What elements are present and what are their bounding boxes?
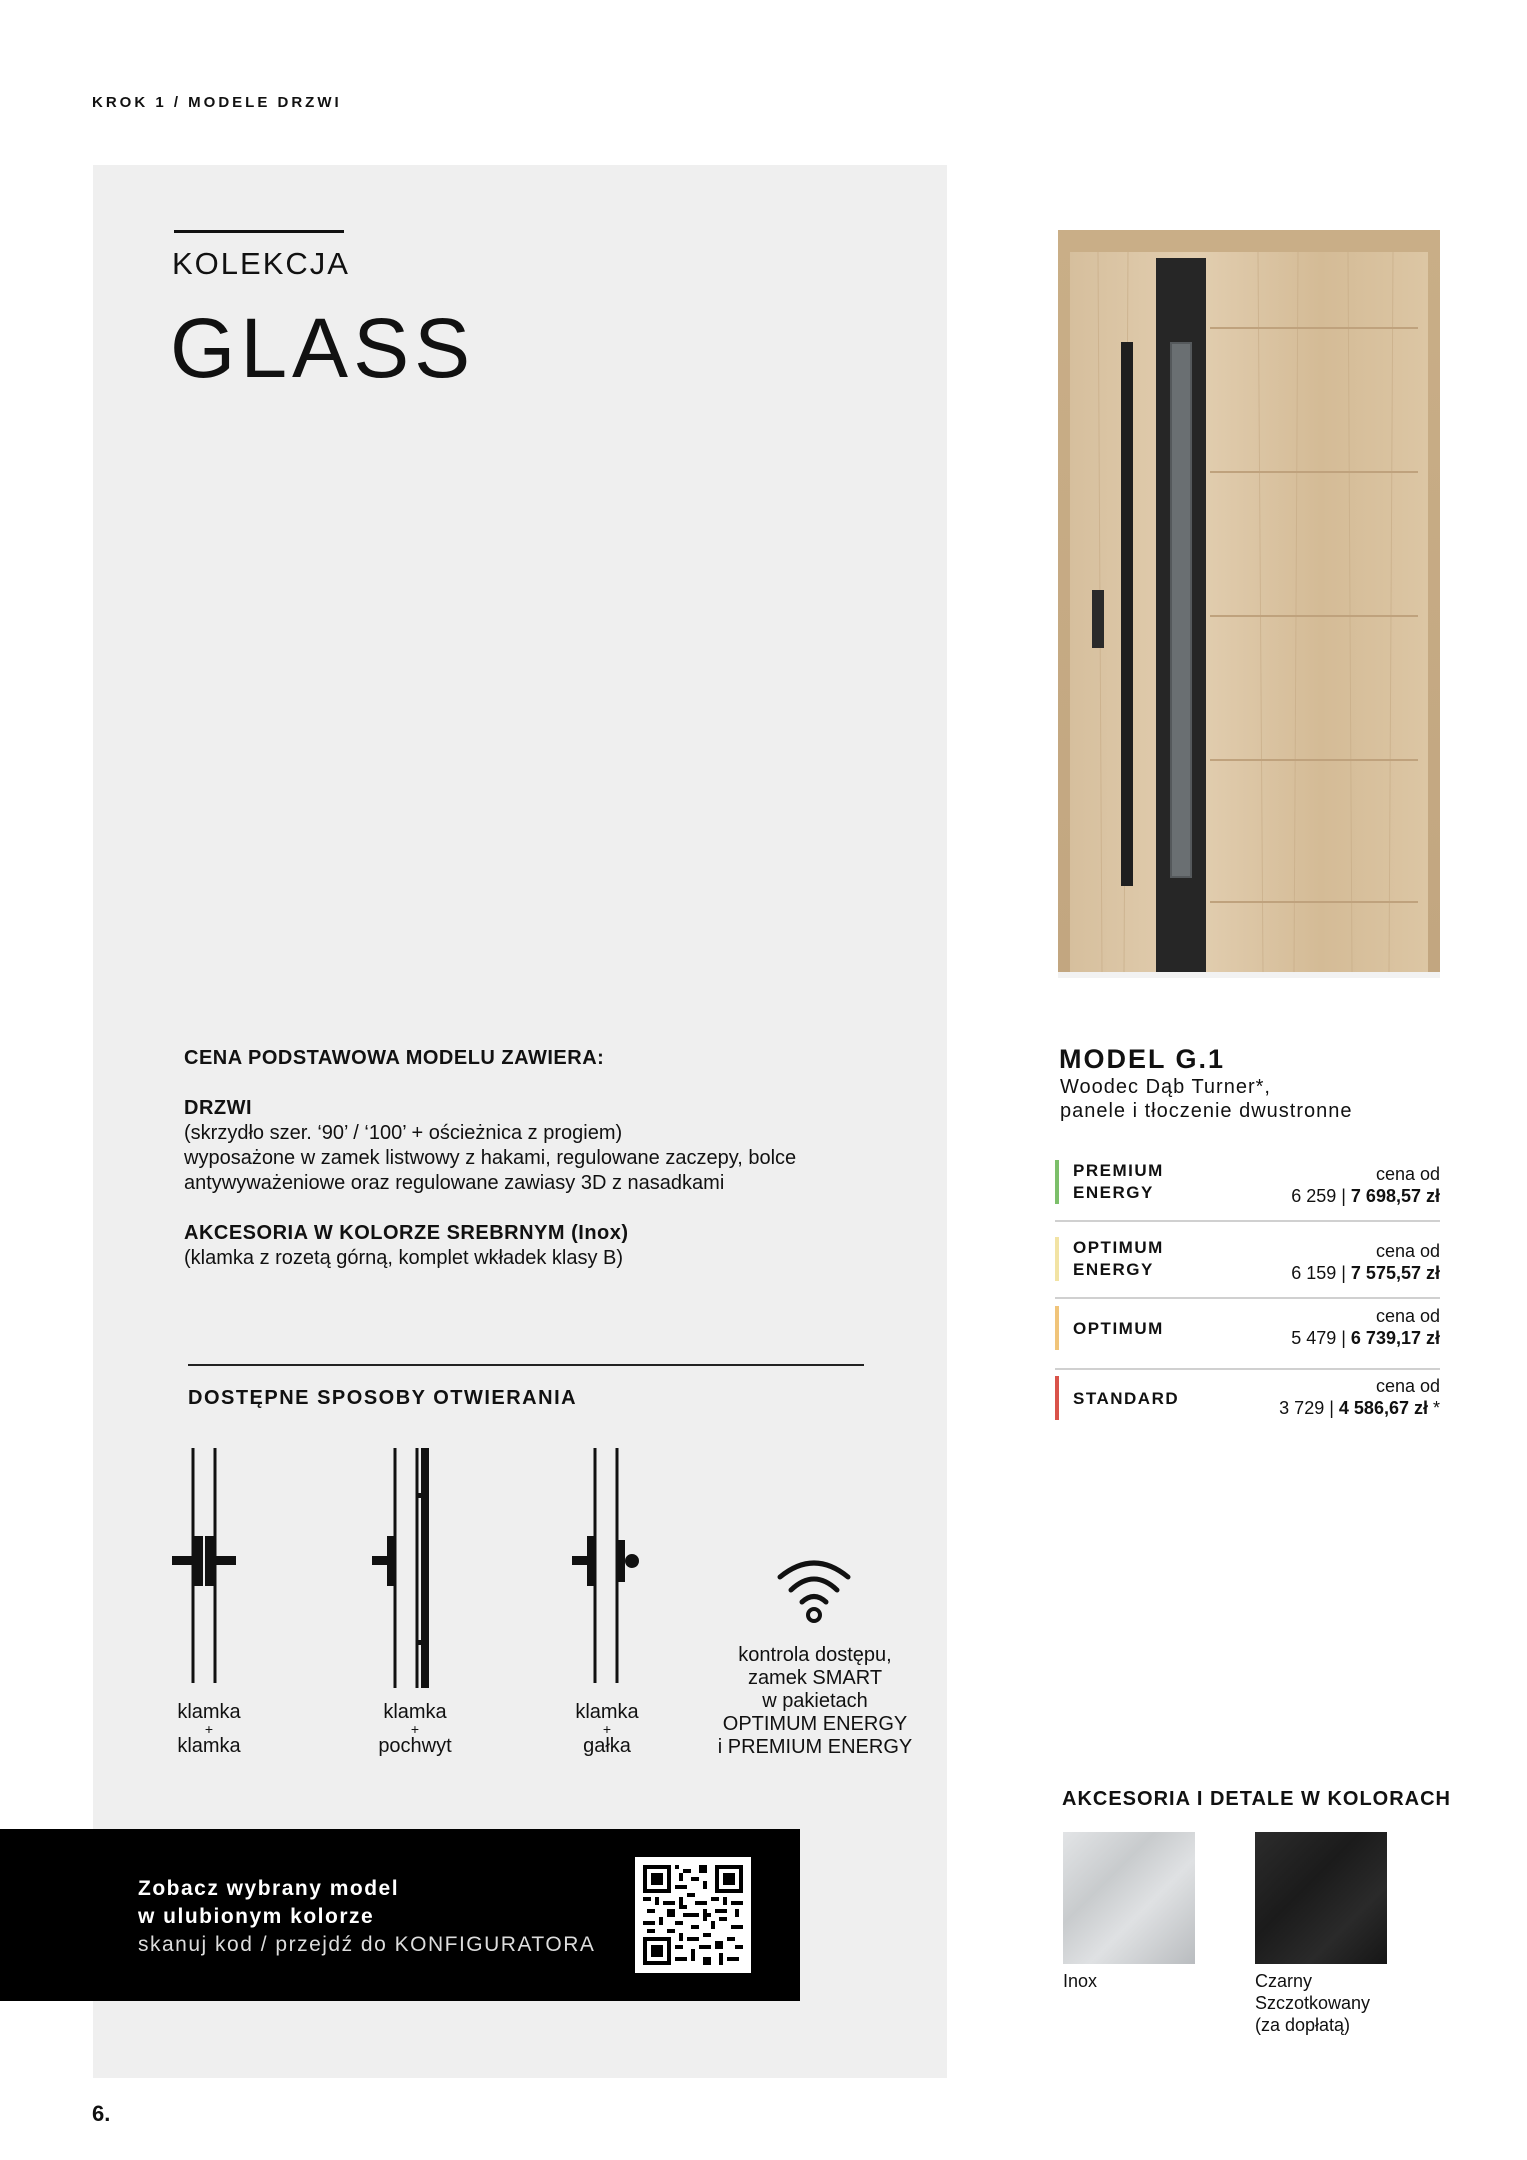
base-price-includes bbox=[184, 1046, 904, 1271]
opening-rule bbox=[188, 1364, 864, 1366]
includes-heading: CENA PODSTAWOWA MODELU ZAWIERA: bbox=[184, 1047, 605, 1069]
total-price: 7 575,57 zł bbox=[1350, 1263, 1440, 1283]
price-row-optimum bbox=[1055, 1306, 1440, 1370]
option-plus: + bbox=[410, 1721, 420, 1737]
package-name-line: ENERGY bbox=[1073, 1183, 1154, 1202]
banner-line-1: Zobacz wybrany model bbox=[138, 1877, 400, 1900]
price-value bbox=[1291, 1328, 1440, 1349]
price-value bbox=[1279, 1398, 1440, 1419]
handle-knob-icon bbox=[570, 1448, 640, 1683]
option-top-label: klamka bbox=[383, 1701, 447, 1723]
smart-line: kontrola dostępu, bbox=[738, 1644, 892, 1666]
door-illustration bbox=[1058, 230, 1440, 978]
opening-title: DOSTĘPNE SPOSOBY OTWIERANIA bbox=[188, 1387, 578, 1409]
price-color-bar bbox=[1055, 1237, 1059, 1281]
doors-line: wyposażone w zamek listwowy z hakami, regulowane zaczepy, bolce bbox=[184, 1147, 797, 1169]
doors-line: (skrzydło szer. ‘90’ / ‘100’ + ościeżnica z progiem) bbox=[184, 1122, 623, 1144]
banner-line-3[interactable]: skanuj kod / przejdź do KONFIGURATORA bbox=[138, 1933, 596, 1956]
base-price: 6 159 | bbox=[1291, 1263, 1351, 1283]
model-subtitle-line: panele i tłoczenie dwustronne bbox=[1060, 1100, 1353, 1122]
swatch-label-line: Czarny bbox=[1255, 1971, 1313, 1991]
price-row-standard bbox=[1055, 1376, 1440, 1438]
swatch-label-black-brushed bbox=[1255, 1970, 1370, 2036]
accessories-line: (klamka z rozetą górną, komplet wkładek klasy B) bbox=[184, 1247, 624, 1269]
banner-line-2: w ulubionym kolorze bbox=[138, 1905, 375, 1928]
price-row-optimum-energy bbox=[1055, 1237, 1440, 1299]
base-price: 6 259 | bbox=[1291, 1186, 1351, 1206]
option-bottom-label: klamka bbox=[177, 1735, 241, 1757]
model-subtitle bbox=[1060, 1075, 1353, 1123]
option-top-label: klamka bbox=[177, 1701, 241, 1723]
total-price: 6 739,17 zł bbox=[1350, 1328, 1440, 1348]
price-from-label: cena od bbox=[1375, 1376, 1440, 1396]
package-name-line: OPTIMUM bbox=[1073, 1238, 1164, 1257]
swatch-label-line: Inox bbox=[1063, 1971, 1098, 1991]
total-price: 7 698,57 zł bbox=[1350, 1186, 1440, 1206]
price-value bbox=[1291, 1186, 1440, 1207]
collection-name: GLASS bbox=[170, 301, 476, 395]
accessories-heading: AKCESORIA W KOLORZE SREBRNYM (Inox) bbox=[184, 1222, 629, 1244]
model-subtitle-line: Woodec Dąb Turner*, bbox=[1060, 1076, 1271, 1098]
price-from-label: cena od bbox=[1375, 1306, 1440, 1326]
swatch-label-inox bbox=[1063, 1970, 1097, 1992]
swatch-label-line: Szczotkowany bbox=[1255, 1993, 1371, 2013]
price-row-premium-energy bbox=[1055, 1160, 1440, 1222]
collection-label: KOLEKCJA bbox=[172, 246, 350, 281]
package-name bbox=[1073, 1160, 1164, 1204]
price-color-bar bbox=[1055, 1160, 1059, 1204]
opening-option-handle-handle bbox=[149, 1701, 269, 1757]
swatch-black-brushed[interactable] bbox=[1255, 1832, 1387, 1964]
opening-option-smart bbox=[690, 1644, 940, 1759]
option-top-label: klamka bbox=[575, 1701, 639, 1723]
swatch-label-line: (za dopłatą) bbox=[1255, 2015, 1351, 2035]
price-color-bar bbox=[1055, 1376, 1059, 1420]
door-image bbox=[1058, 230, 1440, 978]
qr-code[interactable] bbox=[635, 1857, 751, 1973]
price-from-label: cena od bbox=[1375, 1164, 1440, 1184]
package-name-line: PREMIUM bbox=[1073, 1161, 1164, 1180]
base-price: 5 479 | bbox=[1291, 1328, 1351, 1348]
price-value bbox=[1291, 1263, 1440, 1284]
smart-line: zamek SMART bbox=[747, 1667, 883, 1689]
handle-handle-icon bbox=[168, 1448, 238, 1683]
package-name bbox=[1073, 1388, 1179, 1410]
qr-code-icon bbox=[643, 1865, 743, 1965]
smart-line: w pakietach bbox=[762, 1690, 868, 1712]
option-bottom-label: gałka bbox=[583, 1735, 631, 1757]
option-bottom-label: pochwyt bbox=[378, 1735, 452, 1757]
opening-option-handle-pullbar bbox=[355, 1701, 475, 1757]
total-price: 4 586,67 zł bbox=[1338, 1398, 1428, 1418]
option-plus: + bbox=[204, 1721, 214, 1737]
handle-pullbar-icon bbox=[370, 1448, 440, 1688]
wifi-icon bbox=[774, 1555, 854, 1625]
configurator-banner[interactable] bbox=[0, 1829, 800, 2001]
package-name bbox=[1073, 1237, 1164, 1281]
smart-line: i PREMIUM ENERGY bbox=[717, 1736, 913, 1758]
package-name-line: ENERGY bbox=[1073, 1260, 1154, 1279]
smart-line: OPTIMUM ENERGY bbox=[722, 1713, 908, 1735]
swatch-inox[interactable] bbox=[1063, 1832, 1195, 1964]
price-suffix: * bbox=[1427, 1398, 1440, 1418]
package-name-line: OPTIMUM bbox=[1073, 1319, 1164, 1338]
price-color-bar bbox=[1055, 1306, 1059, 1350]
page-number: 6. bbox=[92, 2101, 111, 2126]
base-price: 3 729 | bbox=[1279, 1398, 1339, 1418]
doors-heading: DRZWI bbox=[184, 1097, 253, 1119]
title-rule bbox=[174, 230, 344, 233]
breadcrumb: KROK 1 / MODELE DRZWI bbox=[92, 94, 342, 111]
option-plus: + bbox=[602, 1721, 612, 1737]
doors-line: antywyważeniowe oraz regulowane zawiasy 3D z nasadkami bbox=[184, 1172, 725, 1194]
package-name bbox=[1073, 1318, 1164, 1340]
opening-option-handle-knob bbox=[547, 1701, 667, 1757]
model-title: MODEL G.1 bbox=[1059, 1044, 1226, 1074]
price-from-label: cena od bbox=[1375, 1241, 1440, 1261]
accessories-title: AKCESORIA I DETALE W KOLORACH bbox=[1062, 1788, 1451, 1810]
package-name-line: STANDARD bbox=[1073, 1389, 1180, 1408]
